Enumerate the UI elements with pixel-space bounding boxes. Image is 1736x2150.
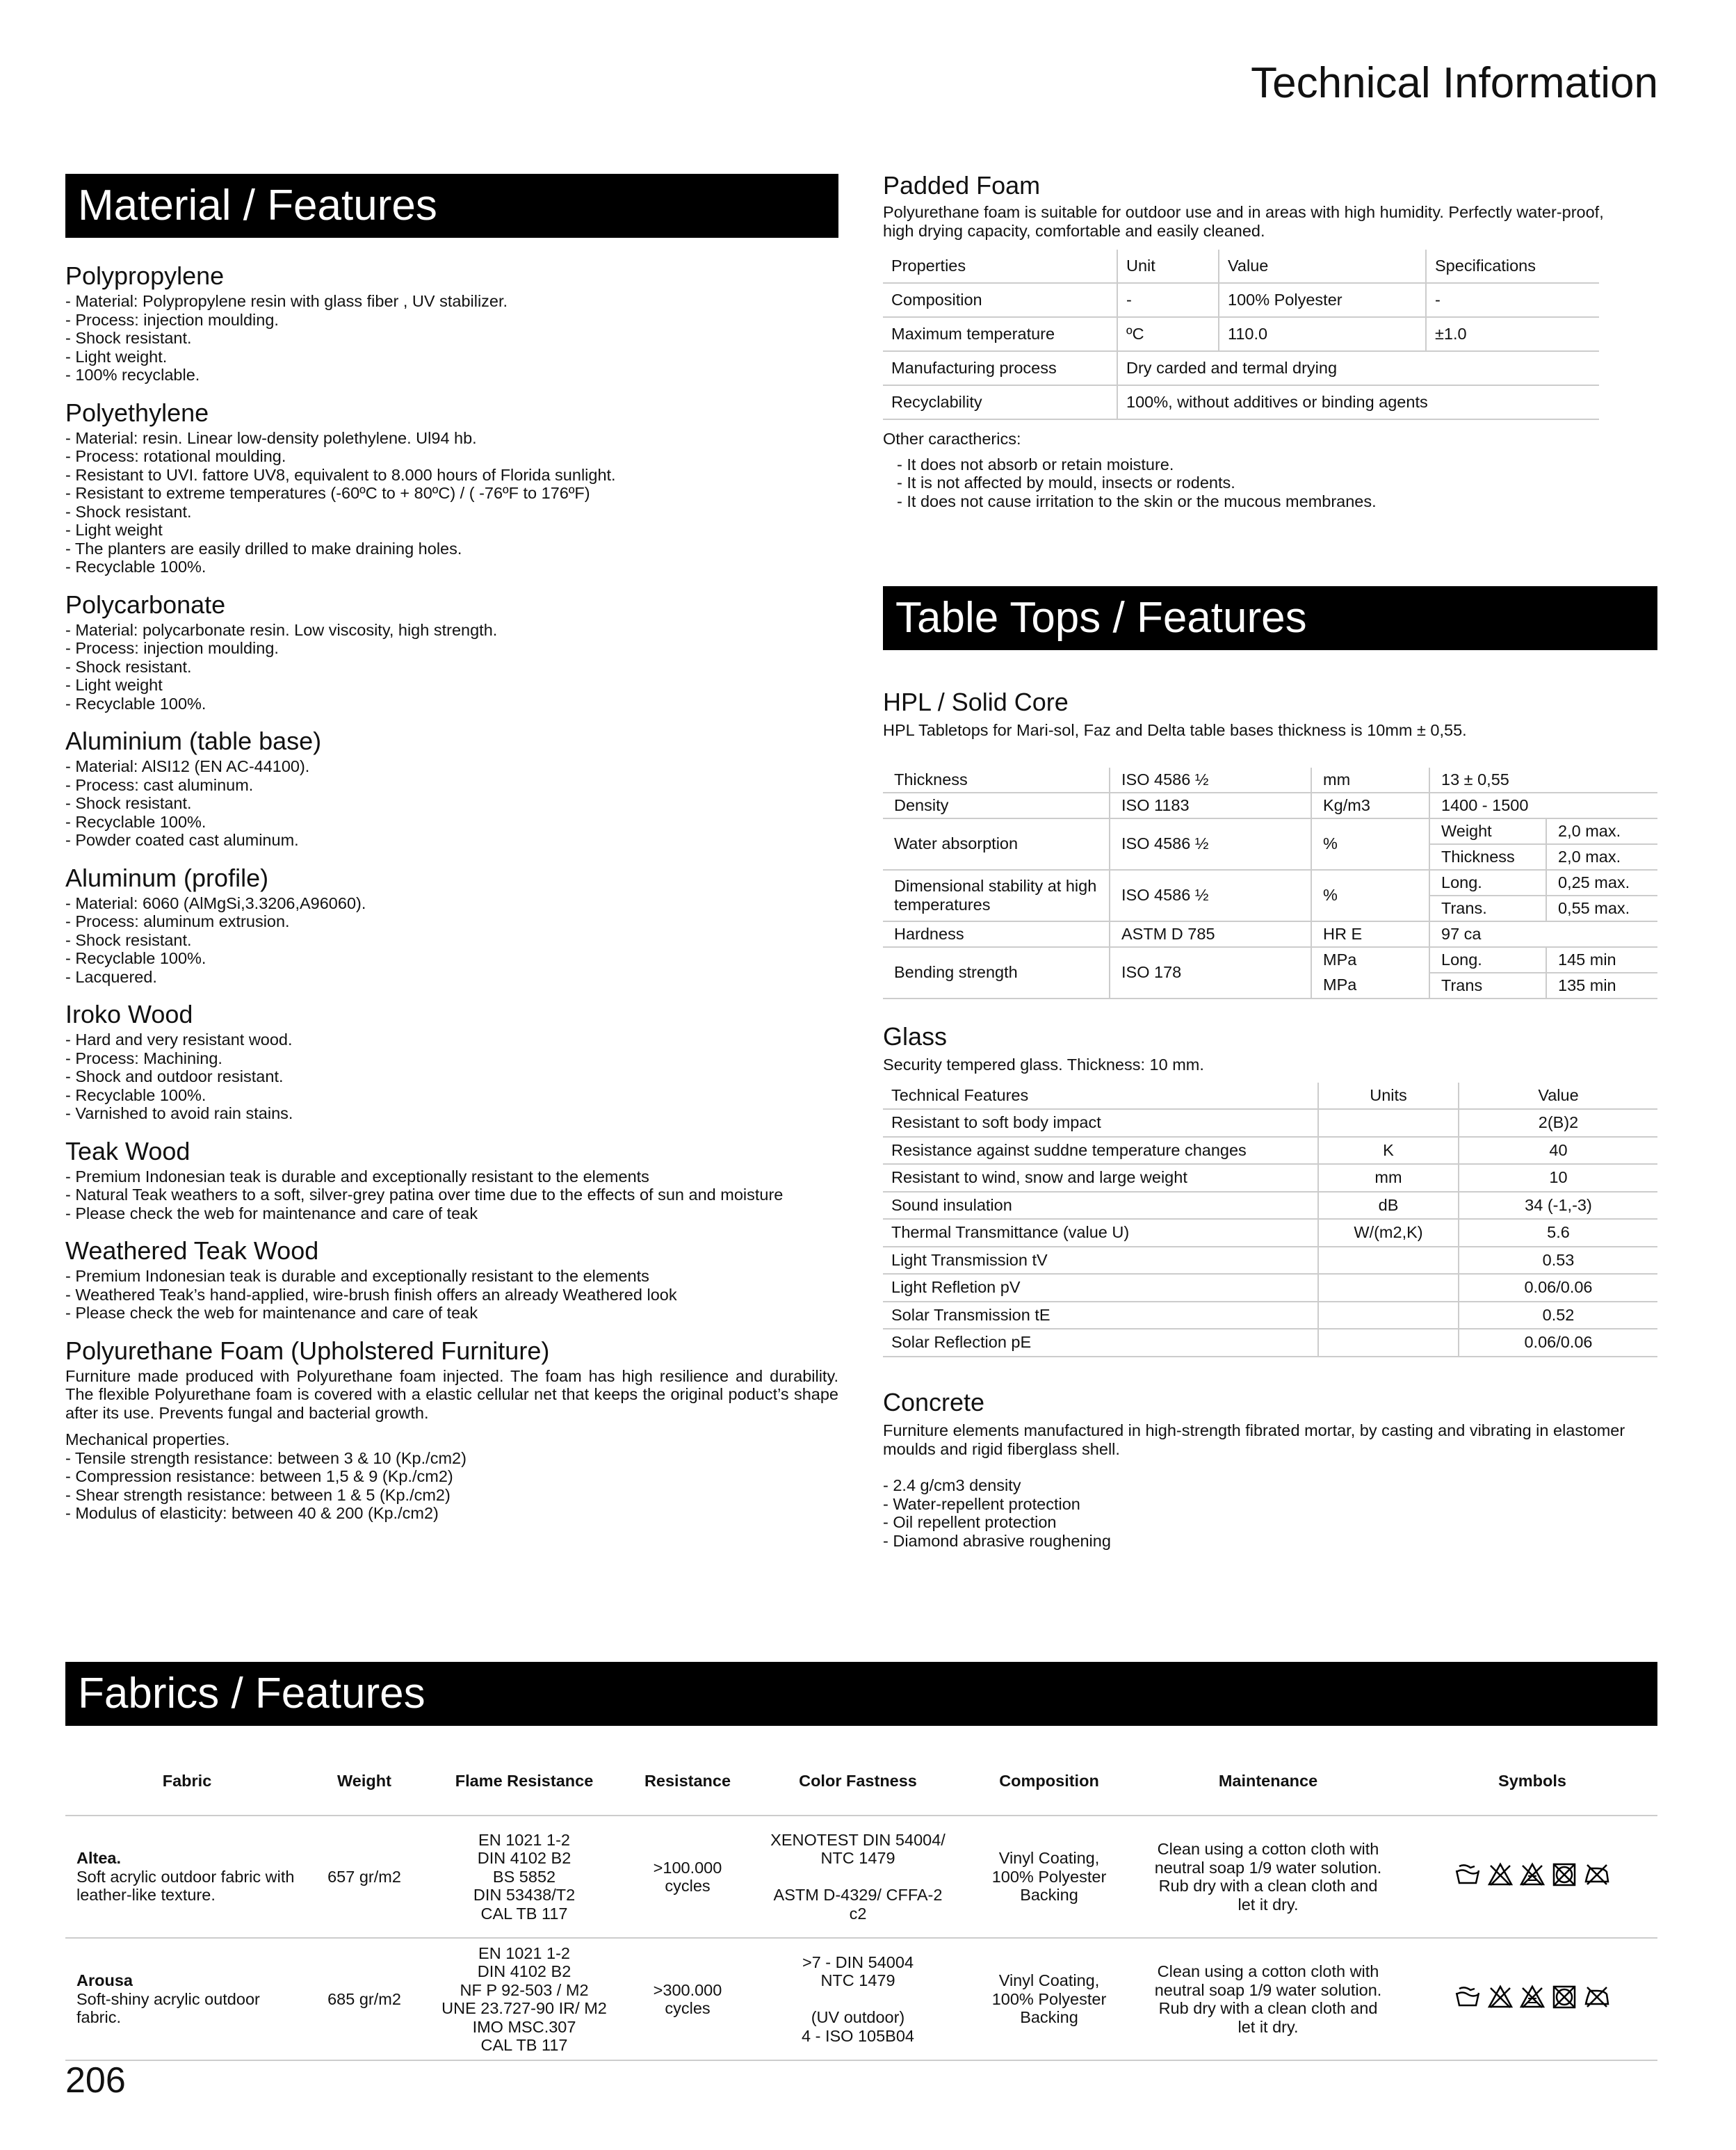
- list-item: - Premium Indonesian teak is durable and exceptionally resistant to the elements: [65, 1167, 649, 1186]
- fabric-flame: [420, 1938, 628, 2060]
- concrete-intro: Furniture elements manufactured in high-strength fibrated mortar, by casting and vibrating in elastomer moulds and rigid fiberglass shell.: [883, 1421, 1625, 1458]
- table-cell: 100%, without additives or binding agents: [1117, 385, 1599, 419]
- list-item: - The planters are easily drilled to make draining holes.: [65, 539, 462, 558]
- table-cell: ºC: [1117, 317, 1219, 351]
- no-bleach-icon: [1487, 1862, 1514, 1891]
- table-cell: Water absorption: [883, 818, 1110, 870]
- table-cell: W/(m2,K): [1318, 1219, 1459, 1247]
- padded-foam-title: Padded Foam: [883, 171, 1041, 200]
- hpl-section: [883, 688, 1657, 999]
- hpl-intro: HPL Tabletops for Mari-sol, Faz and Delta table bases thickness is 10mm ± 0,55.: [883, 721, 1467, 739]
- table-row: [883, 283, 1599, 317]
- list-item: - Shock and outdoor resistant.: [65, 1067, 284, 1085]
- list-item: - Please check the web for maintenance and care of teak: [65, 1204, 478, 1222]
- concrete-section: [883, 1388, 1657, 1550]
- page-title: Technical Information: [1251, 59, 1658, 107]
- table-cell: ISO 1183: [1110, 793, 1311, 818]
- table-cell: ISO 178: [1110, 947, 1311, 999]
- fabric-symbols: [1407, 1938, 1657, 2060]
- list-item: CAL TB 117: [480, 1904, 568, 1923]
- list-item: - Premium Indonesian teak is durable and exceptionally resistant to the elements: [65, 1267, 649, 1285]
- list-item: - Oil repellent protection: [883, 1513, 1057, 1531]
- list-item: - Material: resin. Linear low-density polethylene. Ul94 hb.: [65, 428, 477, 447]
- care-symbols: [1454, 1985, 1611, 2014]
- no-chlorine-bleach-icon: [1519, 1862, 1546, 1891]
- list-item: - Recyclable 100%.: [65, 812, 206, 831]
- list-item: - Shock resistant.: [65, 657, 192, 676]
- table-cell: Solar Transmission tE: [883, 1302, 1318, 1329]
- list-item: - Shock resistant.: [65, 502, 192, 521]
- material-lines: [65, 429, 838, 576]
- table-cell: 1400 - 1500: [1429, 793, 1657, 818]
- list-item: DIN 4102 B2: [477, 1962, 571, 1980]
- fabric-description: Soft-shiny acrylic outdoor fabric.: [76, 1989, 260, 2027]
- table-cell: [1318, 1247, 1459, 1275]
- table-row: [883, 1109, 1657, 1137]
- list-item: - Please check the web for maintenance and care of teak: [65, 1304, 478, 1322]
- table-row: [65, 1816, 1657, 1938]
- list-item: 4 - ISO 105B04: [802, 2026, 914, 2045]
- table-cell: Maximum temperature: [883, 317, 1117, 351]
- table-row: [883, 1164, 1657, 1192]
- no-tumble-dry-icon: [1551, 1862, 1577, 1891]
- header-color-fastness: Color Fastness: [747, 1747, 969, 1816]
- list-item: >7 - DIN 54004: [802, 1953, 914, 1971]
- table-cell: Light Refletion pV: [883, 1274, 1318, 1302]
- list-item: - Recyclable 100%.: [65, 1085, 206, 1104]
- table-cell: mm: [1318, 1164, 1459, 1192]
- list-item: >100.000: [653, 1858, 722, 1877]
- glass-section: [883, 1022, 1657, 1357]
- table-cell: -: [1426, 283, 1599, 317]
- no-iron-icon: [1583, 1862, 1611, 1891]
- list-item: DIN 53438/T2: [473, 1886, 576, 1905]
- table-row: [883, 1137, 1657, 1165]
- polyurethane-paragraph: Furniture made produced with Polyurethane foam injected. The foam has high resilience and durability. The flexible Polyurethane foam is covered with a elastic cellular net that keeps the original poduct’s shape after its use. Prevents fungal and bacterial growth.: [65, 1366, 838, 1422]
- header-value: Value: [1459, 1083, 1657, 1110]
- list-item: - Light weight: [65, 676, 163, 694]
- polyurethane-block: [65, 1336, 838, 1523]
- table-cell: Thickness: [1429, 844, 1546, 870]
- no-chlorine-bleach-icon: [1519, 1985, 1546, 2014]
- table-row: [883, 317, 1599, 351]
- list-item: let it dry.: [1238, 2017, 1299, 2036]
- table-cell: 0.53: [1459, 1247, 1657, 1275]
- table-cell: Recyclability: [883, 385, 1117, 419]
- table-row: [883, 768, 1657, 793]
- table-cell: Thickness: [883, 768, 1110, 793]
- list-item: - 100% recyclable.: [65, 366, 200, 384]
- list-item: - Shock resistant.: [65, 794, 192, 812]
- list-item: - Tensile strength resistance: between 3 & 10 (Kp./cm2): [65, 1448, 467, 1467]
- list-item: Clean using a cotton cloth with: [1157, 1840, 1379, 1858]
- list-item: 100% Polyester: [991, 1989, 1107, 2008]
- table-cell: 97 ca: [1429, 921, 1657, 947]
- other-characteristics-title: Other caractherics:: [883, 430, 1021, 448]
- table-cell: Dimensional stability at high temperatures: [883, 870, 1110, 921]
- table-cell: Kg/m3: [1311, 793, 1429, 818]
- list-item: - Shear strength resistance: between 1 & 5 (Kp./cm2): [65, 1485, 451, 1504]
- glass-title: Glass: [883, 1022, 948, 1051]
- other-characteristics-list: [883, 455, 1662, 511]
- table-row: [883, 793, 1657, 818]
- list-item: >300.000: [653, 1980, 722, 1999]
- table-cell: -: [1117, 283, 1219, 317]
- list-item: - Process: aluminum extrusion.: [65, 912, 290, 930]
- header-units: Units: [1318, 1083, 1459, 1110]
- fabric-description: Soft acrylic outdoor fabric with leather-like texture.: [76, 1867, 295, 1905]
- page-number: 206: [65, 2060, 126, 2101]
- list-item: - It does not cause irritation to the skin or the mucous membranes.: [897, 492, 1377, 510]
- list-item: - Water-repellent protection: [883, 1494, 1080, 1513]
- list-item: - Process: Machining.: [65, 1049, 222, 1067]
- table-cell: ISO 4586 ½: [1110, 768, 1311, 793]
- table-cell: 2,0 max.: [1546, 844, 1657, 870]
- list-item: cycles: [665, 1999, 711, 2017]
- no-iron-icon: [1583, 1985, 1611, 2014]
- list-item: NTC 1479: [820, 1849, 895, 1868]
- table-cell: Bending strength: [883, 947, 1110, 999]
- table-row: [883, 385, 1599, 419]
- list-item: - It does not absorb or retain moisture.: [897, 455, 1174, 474]
- concrete-list: [883, 1476, 1657, 1550]
- material-lines: [65, 621, 838, 713]
- material-block: [65, 1000, 838, 1123]
- list-item: let it dry.: [1238, 1895, 1299, 1914]
- material-title: Teak Wood: [65, 1136, 190, 1165]
- list-item: c2: [849, 1904, 867, 1923]
- table-row: [883, 947, 1657, 973]
- fabric-composition: [969, 1938, 1129, 2060]
- table-cell: 0,25 max.: [1546, 870, 1657, 896]
- material-title: Aluminium (table base): [65, 727, 322, 755]
- table-cell: 110.0: [1219, 317, 1426, 351]
- care-symbols: [1454, 1862, 1611, 1891]
- table-cell: Thermal Transmittance (value U): [883, 1219, 1318, 1247]
- list-item: 100% Polyester: [991, 1867, 1107, 1886]
- list-item: - Modulus of elasticity: between 40 & 200 (Kp./cm2): [65, 1504, 439, 1522]
- hand-wash-icon: [1454, 1985, 1482, 2014]
- list-item: Backing: [1020, 2008, 1078, 2027]
- table-cell: [1318, 1329, 1459, 1357]
- table-cell: 0.06/0.06: [1459, 1329, 1657, 1357]
- table-cell: K: [1318, 1137, 1459, 1165]
- header-specifications: Specifications: [1426, 250, 1599, 283]
- material-block: [65, 1137, 838, 1223]
- list-item: IMO MSC.307: [472, 2017, 576, 2036]
- material-title: Polyurethane Foam (Upholstered Furniture): [65, 1336, 550, 1365]
- list-item: UNE 23.727-90 IR/ M2: [441, 1999, 607, 2017]
- table-cell: Hardness: [883, 921, 1110, 947]
- list-item: EN 1021 1-2: [478, 1830, 570, 1849]
- table-cell: HR E: [1311, 921, 1429, 947]
- list-item: - Light weight.: [65, 347, 168, 366]
- table-row: [883, 870, 1657, 896]
- list-item: NF P 92-503 / M2: [460, 1980, 589, 1999]
- table-row: [883, 1302, 1657, 1329]
- table-row: [883, 351, 1599, 385]
- list-item: [749, 1990, 966, 2009]
- glass-intro: Security tempered glass. Thickness: 10 mm.: [883, 1056, 1204, 1074]
- material-features-heading: Material / Features: [65, 174, 838, 238]
- list-item: - Process: injection moulding.: [65, 310, 279, 329]
- material-block: [65, 864, 838, 987]
- fabric-name: Arousa: [76, 1971, 133, 1990]
- list-item: - Resistant to UVI. fattore UV8, equivalent to 8.000 hours of Florida sunlight.: [65, 465, 616, 484]
- material-title: Polycarbonate: [65, 590, 226, 619]
- list-item: [749, 1868, 966, 1886]
- header-composition: Composition: [969, 1747, 1129, 1816]
- list-item: cycles: [665, 1877, 711, 1895]
- fabric-cell: [65, 1938, 309, 2060]
- list-item: - Natural Teak weathers to a soft, silver-grey patina over time due to the effects of sun and moisture: [65, 1186, 784, 1204]
- table-row: [883, 1274, 1657, 1302]
- list-item: DIN 4102 B2: [477, 1849, 571, 1868]
- list-item: - Varnished to avoid rain stains.: [65, 1104, 293, 1122]
- table-cell: Composition: [883, 283, 1117, 317]
- fabric-weight: 657 gr/m2: [309, 1816, 420, 1938]
- table-cell: ±1.0: [1426, 317, 1599, 351]
- table-cell: 10: [1459, 1164, 1657, 1192]
- no-bleach-icon: [1487, 1985, 1514, 2014]
- material-title: Polypropylene: [65, 261, 225, 290]
- list-item: - Material: AlSI12 (EN AC-44100).: [65, 757, 310, 775]
- table-cell: mm: [1311, 768, 1429, 793]
- list-item: Vinyl Coating,: [998, 1849, 1100, 1868]
- table-header-row: [883, 250, 1599, 283]
- list-item: neutral soap 1/9 water solution.: [1154, 1858, 1382, 1877]
- fabric-maintenance: [1129, 1816, 1407, 1938]
- header-symbols: Symbols: [1407, 1747, 1657, 1816]
- list-item: ASTM D-4329/ CFFA-2: [773, 1886, 943, 1905]
- table-cell: ASTM D 785: [1110, 921, 1311, 947]
- fabric-symbols: [1407, 1816, 1657, 1938]
- table-cell: [1318, 1109, 1459, 1137]
- padded-foam-intro: Polyurethane foam is suitable for outdoor use and in areas with high humidity. Perfectly water-proof, high drying capacity, comfortable and easily cleaned.: [883, 203, 1604, 240]
- table-cell: 34 (-1,-3): [1459, 1192, 1657, 1220]
- material-title: Aluminum (profile): [65, 863, 269, 892]
- list-item: - 2.4 g/cm3 density: [883, 1476, 1021, 1494]
- material-lines: [65, 292, 838, 385]
- list-item: Rub dry with a clean cloth and: [1158, 1877, 1378, 1895]
- table-cell: [1318, 1302, 1459, 1329]
- fabric-cell: [65, 1816, 309, 1938]
- material-block: [65, 590, 838, 713]
- table-row: [883, 921, 1657, 947]
- list-item: - Weathered Teak’s hand-applied, wire-brush finish offers an already Weathered look: [65, 1285, 677, 1304]
- padded-foam-table: [883, 250, 1599, 420]
- material-title: Polyethylene: [65, 398, 209, 427]
- table-cell: Resistant to wind, snow and large weight: [883, 1164, 1318, 1192]
- table-cell: Light Transmission tV: [883, 1247, 1318, 1275]
- list-item: CAL TB 117: [480, 2036, 568, 2054]
- list-item: EN 1021 1-2: [478, 1943, 570, 1962]
- header-maintenance: Maintenance: [1129, 1747, 1407, 1816]
- material-lines: [65, 894, 838, 987]
- table-header-row: [883, 1083, 1657, 1110]
- material-block: [65, 727, 838, 850]
- fabric-flame: [420, 1816, 628, 1938]
- table-cell: Weight: [1429, 818, 1546, 844]
- table-cell: [1318, 1274, 1459, 1302]
- table-row: [883, 1219, 1657, 1247]
- list-item: - Process: cast aluminum.: [65, 775, 254, 794]
- material-list: [65, 261, 838, 1537]
- table-cell: 13 ± 0,55: [1429, 768, 1657, 793]
- material-lines: [65, 1030, 838, 1123]
- table-cell: ISO 4586 ½: [1110, 818, 1311, 870]
- header-resistance: Resistance: [628, 1747, 747, 1816]
- material-block: [65, 261, 838, 385]
- list-item: Backing: [1020, 1886, 1078, 1905]
- fabric-composition: [969, 1816, 1129, 1938]
- list-item: - Powder coated cast aluminum.: [65, 831, 299, 849]
- material-title: Weathered Teak Wood: [65, 1236, 319, 1265]
- list-item: - Recyclable 100%.: [65, 558, 206, 576]
- table-cell: 0.06/0.06: [1459, 1274, 1657, 1302]
- list-item: - Material: polycarbonate resin. Low viscosity, high strength.: [65, 620, 498, 639]
- fabric-maintenance: [1129, 1938, 1407, 2060]
- fabric-name: Altea.: [76, 1849, 121, 1868]
- table-cell: 2,0 max.: [1546, 818, 1657, 844]
- fabric-color: [747, 1938, 969, 2060]
- table-cell: 0,55 max.: [1546, 896, 1657, 921]
- table-cell: dB: [1318, 1192, 1459, 1220]
- list-item: BS 5852: [492, 1867, 556, 1886]
- material-block: [65, 1236, 838, 1323]
- list-item: - Material: Polypropylene resin with glass fiber , UV stabilizer.: [65, 292, 508, 310]
- table-cell: Sound insulation: [883, 1192, 1318, 1220]
- header-technical-features: Technical Features: [883, 1083, 1318, 1110]
- list-item: - Light weight: [65, 521, 163, 539]
- list-item: - Process: rotational moulding.: [65, 447, 286, 465]
- table-row: [883, 1247, 1657, 1275]
- fabric-resistance: [628, 1938, 747, 2060]
- table-cell: 135 min: [1546, 973, 1657, 999]
- table-cell: Dry carded and termal drying: [1117, 351, 1599, 385]
- hpl-table: [883, 768, 1657, 999]
- hand-wash-icon: [1454, 1862, 1482, 1891]
- fabrics-features-heading: Fabrics / Features: [65, 1662, 1657, 1726]
- list-item: Vinyl Coating,: [998, 1971, 1100, 1990]
- table-cell: MPa: [1311, 973, 1429, 999]
- list-item: - Shock resistant.: [65, 930, 192, 949]
- header-unit: Unit: [1117, 250, 1219, 283]
- material-lines: [65, 1167, 838, 1223]
- table-cell: Solar Reflection pE: [883, 1329, 1318, 1357]
- table-cell: Resistance against suddne temperature changes: [883, 1137, 1318, 1165]
- list-item: - Diamond abrasive roughening: [883, 1531, 1111, 1550]
- table-cell: ISO 4586 ½: [1110, 870, 1311, 921]
- table-cell: 5.6: [1459, 1219, 1657, 1247]
- list-item: neutral soap 1/9 water solution.: [1154, 1980, 1382, 1999]
- hpl-title: HPL / Solid Core: [883, 688, 1069, 716]
- list-item: (UV outdoor): [811, 2008, 905, 2027]
- no-tumble-dry-icon: [1551, 1985, 1577, 2014]
- header-weight: Weight: [309, 1747, 420, 1816]
- list-item: - Compression resistance: between 1,5 & 9 (Kp./cm2): [65, 1467, 453, 1485]
- list-item: - Lacquered.: [65, 967, 157, 986]
- material-lines: [65, 757, 838, 850]
- table-tops-features-heading: Table Tops / Features: [883, 586, 1657, 650]
- header-flame-resistance: Flame Resistance: [420, 1747, 628, 1816]
- padded-foam-section: [883, 171, 1662, 510]
- header-value: Value: [1219, 250, 1426, 283]
- table-cell: 145 min: [1546, 947, 1657, 973]
- list-item: - It is not affected by mould, insects or rodents.: [897, 474, 1235, 492]
- glass-table: [883, 1083, 1657, 1357]
- table-cell: Trans.: [1429, 896, 1546, 921]
- table-cell: 2(B)2: [1459, 1109, 1657, 1137]
- concrete-title: Concrete: [883, 1388, 985, 1416]
- table-cell: Resistant to soft body impact: [883, 1109, 1318, 1137]
- table-cell: Long.: [1429, 870, 1546, 896]
- list-item: XENOTEST DIN 54004/: [770, 1830, 946, 1849]
- table-cell: Trans: [1429, 973, 1546, 999]
- material-block: [65, 398, 838, 576]
- fabric-resistance: [628, 1816, 747, 1938]
- list-item: - Hard and very resistant wood.: [65, 1030, 293, 1049]
- header-fabric: Fabric: [65, 1747, 309, 1816]
- fabrics-table: [65, 1747, 1657, 2061]
- mechanical-properties-title: Mechanical properties.: [65, 1430, 230, 1448]
- list-item: - Process: injection moulding.: [65, 639, 279, 657]
- table-cell: MPa: [1311, 947, 1429, 973]
- list-item: - Resistant to extreme temperatures (-60ºC to + 80ºC) / ( -76ºF to 176ºF): [65, 484, 590, 502]
- list-item: - Shock resistant.: [65, 329, 192, 347]
- table-row: [883, 1329, 1657, 1357]
- fabric-color: [747, 1816, 969, 1938]
- material-title: Iroko Wood: [65, 1000, 193, 1028]
- table-row: [65, 1938, 1657, 2060]
- table-cell: 100% Polyester: [1219, 283, 1426, 317]
- table-row: [883, 1192, 1657, 1220]
- list-item: - Recyclable 100%.: [65, 694, 206, 713]
- table-cell: %: [1311, 870, 1429, 921]
- list-item: - Material: 6060 (AlMgSi,3.3206,A96060).: [65, 894, 366, 912]
- list-item: - Recyclable 100%.: [65, 949, 206, 967]
- table-cell: Density: [883, 793, 1110, 818]
- table-cell: 0.52: [1459, 1302, 1657, 1329]
- fabric-weight: 685 gr/m2: [309, 1938, 420, 2060]
- table-header-row: [65, 1747, 1657, 1816]
- table-cell: Manufacturing process: [883, 351, 1117, 385]
- material-lines: [65, 1267, 838, 1323]
- list-item: NTC 1479: [820, 1971, 895, 1990]
- list-item: Clean using a cotton cloth with: [1157, 1962, 1379, 1980]
- table-row: [883, 818, 1657, 844]
- table-cell: %: [1311, 818, 1429, 870]
- table-cell: Long.: [1429, 947, 1546, 973]
- header-properties: Properties: [883, 250, 1117, 283]
- list-item: Rub dry with a clean cloth and: [1158, 1999, 1378, 2017]
- table-cell: 40: [1459, 1137, 1657, 1165]
